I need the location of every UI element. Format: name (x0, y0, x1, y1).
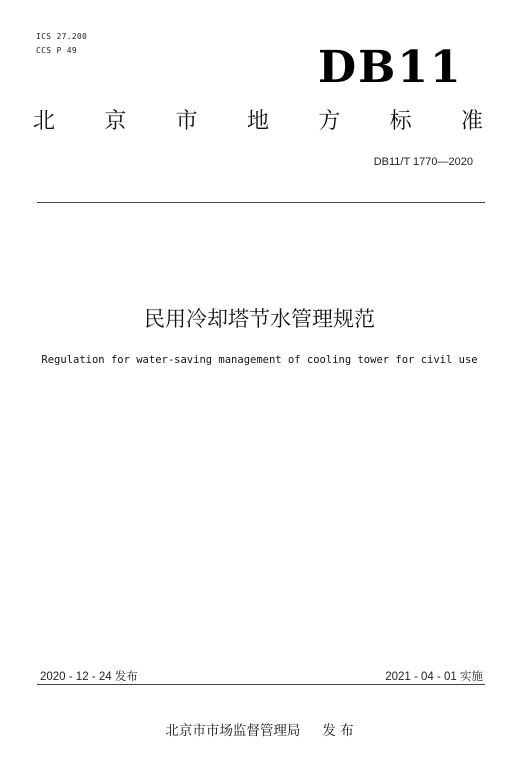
issuer-line (0, 719, 519, 739)
footer-divider (37, 684, 485, 685)
standard-type-char: 标 (389, 109, 412, 134)
ccs-code: CCS P 49 (36, 46, 77, 55)
header-divider (37, 202, 485, 203)
standard-type-char: 市 (175, 109, 198, 134)
standard-type-char: 方 (318, 109, 341, 134)
standard-type-char: 北 (33, 109, 56, 134)
implementation-date: 2021 - 04 - 01 实施 (385, 671, 483, 683)
standard-type-char: 京 (104, 109, 127, 134)
publish-date: 2020 - 12 - 24 发布 (40, 671, 138, 683)
issuer-action: 发 布 (322, 723, 354, 739)
ics-code: ICS 27.200 (36, 32, 88, 41)
standard-code: DB11/T 1770—2020 (373, 156, 473, 168)
issuer-name: 北京市市场监督管理局 (165, 723, 301, 739)
standard-type-char: 地 (246, 109, 269, 134)
standard-type-heading (33, 111, 483, 133)
standard-type-char: 准 (460, 109, 483, 134)
title-chinese: 民用冷却塔节水管理规范 (144, 307, 375, 331)
title-english: Regulation for water-saving management of cooling tower for civil use (41, 354, 478, 366)
db11-logo: DB11 (318, 42, 463, 93)
